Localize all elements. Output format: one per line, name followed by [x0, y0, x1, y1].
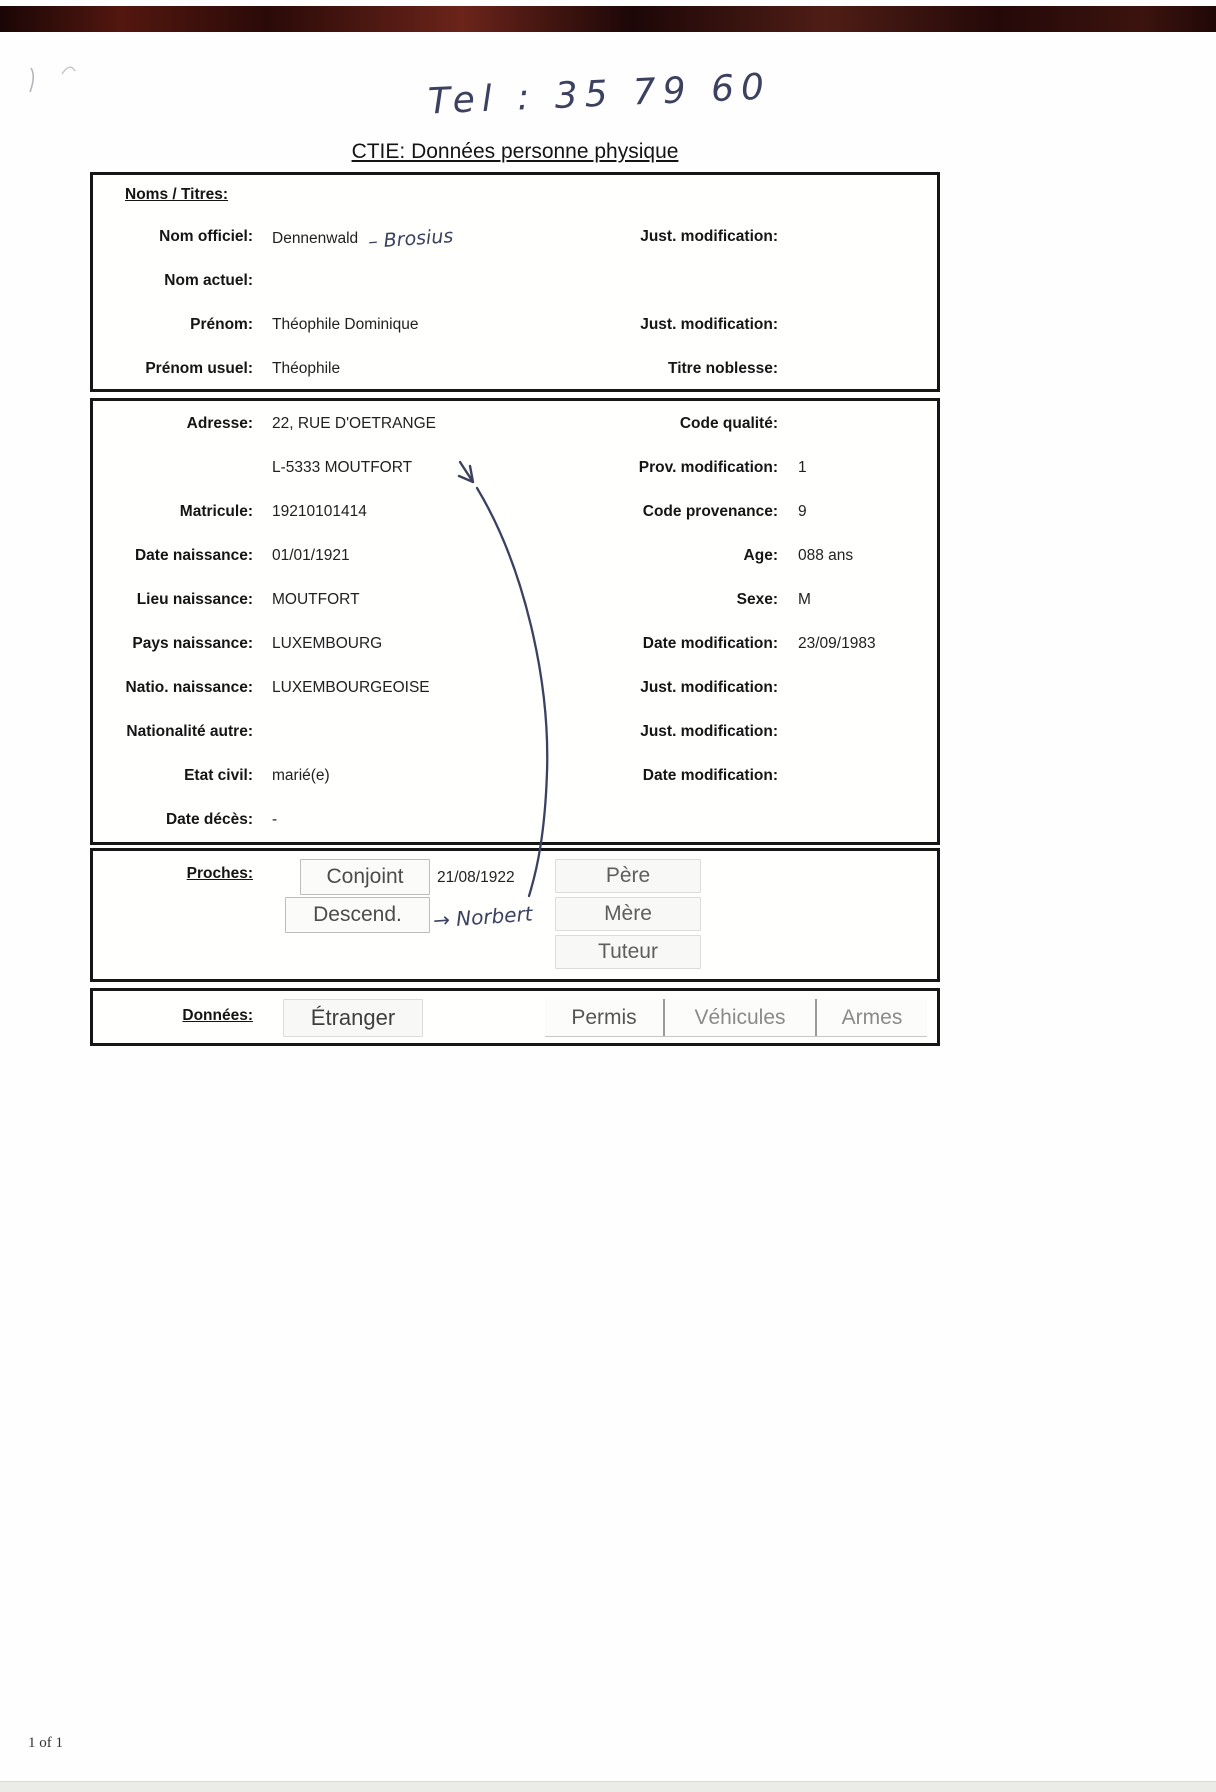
- form-row: [93, 446, 937, 490]
- vehicules-button[interactable]: Véhicules: [663, 999, 815, 1036]
- permis-button[interactable]: Permis: [545, 999, 663, 1036]
- field-label: Code qualité:: [679, 415, 778, 432]
- field-label: Prov. modification:: [638, 459, 778, 476]
- pere-button[interactable]: Père: [555, 859, 701, 893]
- donnees-section: [90, 988, 940, 1046]
- form-row: [93, 347, 937, 391]
- field-value: Théophile Dominique: [272, 316, 419, 333]
- conjoint-date-value: 21/08/1922: [437, 869, 515, 886]
- field-value: -: [272, 811, 278, 828]
- page-title: CTIE: Données personne physique: [351, 140, 679, 163]
- field-label: Just. modification:: [640, 316, 778, 333]
- field-value: Théophile: [272, 360, 341, 377]
- etranger-button[interactable]: Étranger: [283, 999, 423, 1037]
- donnees-heading: Données:: [182, 1007, 253, 1024]
- field-label: Sexe:: [736, 591, 778, 608]
- field-value: MOUTFORT: [272, 591, 360, 608]
- field-label: Age:: [743, 547, 778, 564]
- field-label: Just. modification:: [640, 679, 778, 696]
- field-label: Matricule:: [179, 503, 253, 520]
- field-label: Date modification:: [642, 767, 778, 784]
- field-value: LUXEMBOURG: [272, 635, 383, 652]
- descend-button[interactable]: Descend.: [285, 897, 430, 933]
- field-label: Just. modification:: [640, 723, 778, 740]
- form-row: [93, 215, 937, 259]
- form-row: [93, 402, 937, 446]
- field-label: Adresse:: [186, 415, 253, 432]
- form-row: [93, 666, 937, 710]
- form-row: [93, 622, 937, 666]
- scan-artifact-top-strip: [0, 6, 1216, 32]
- form-row: [93, 754, 937, 798]
- field-label: Date naissance:: [134, 547, 253, 564]
- field-label: Prénom usuel:: [145, 360, 253, 377]
- handwritten-name-addition: – Brosius: [367, 225, 455, 253]
- proches-section: [90, 848, 940, 982]
- pencil-mark: [62, 67, 75, 74]
- form-row: [93, 578, 937, 622]
- form-row: [93, 710, 937, 754]
- field-value: 19210101414: [272, 503, 367, 520]
- handwritten-phone-note: Tel : 35 79 60: [427, 66, 772, 123]
- page-indicator: 1 of 1: [28, 1735, 63, 1751]
- field-value: 22, RUE D'OETRANGE: [272, 415, 437, 432]
- tuteur-button[interactable]: Tuteur: [555, 935, 701, 969]
- form-row: [93, 259, 937, 303]
- armes-button[interactable]: Armes: [815, 999, 927, 1036]
- field-value: [253, 225, 533, 253]
- names-heading-row: [93, 175, 937, 215]
- form-row: [93, 534, 937, 578]
- field-label: Pays naissance:: [132, 635, 253, 652]
- form-row: [93, 490, 937, 534]
- field-value: 01/01/1921: [272, 547, 350, 564]
- form-row: [93, 798, 937, 842]
- field-value: LUXEMBOURGEOISE: [272, 679, 430, 696]
- field-label: Etat civil:: [184, 767, 253, 784]
- field-label: Nom actuel:: [164, 272, 253, 289]
- scan-artifact-bottom-edge: [0, 1781, 1216, 1792]
- field-label: Nationalité autre:: [126, 723, 253, 740]
- proches-heading: Proches:: [186, 865, 253, 882]
- field-value: L-5333 MOUTFORT: [272, 459, 413, 476]
- handwritten-descend-note: → Norbert: [432, 901, 534, 933]
- field-label: Just. modification:: [640, 228, 778, 245]
- field-label: Nom officiel:: [159, 228, 253, 245]
- field-value: M: [798, 591, 811, 608]
- field-label: Prénom:: [190, 316, 253, 333]
- identity-section: [90, 398, 940, 845]
- field-value: 1: [798, 459, 807, 476]
- field-value: 088 ans: [798, 547, 854, 564]
- permis-button-group: [545, 999, 927, 1037]
- field-label: Natio. naissance:: [125, 679, 253, 696]
- field-label: Titre noblesse:: [668, 360, 778, 377]
- field-value-text: Dennenwald: [272, 230, 359, 247]
- field-label: Date décès:: [165, 811, 253, 828]
- field-label: Code provenance:: [642, 503, 778, 520]
- field-label: Date modification:: [642, 635, 778, 652]
- names-heading: Noms / Titres:: [125, 186, 229, 203]
- field-value: 23/09/1983: [798, 635, 876, 652]
- mere-button[interactable]: Mère: [555, 897, 701, 931]
- field-value: marié(e): [272, 767, 330, 784]
- field-label: Lieu naissance:: [136, 591, 253, 608]
- names-section: [90, 172, 940, 392]
- pencil-mark: [30, 68, 33, 92]
- form-row: [93, 303, 937, 347]
- field-value: 9: [798, 503, 807, 520]
- conjoint-button[interactable]: Conjoint: [300, 859, 430, 895]
